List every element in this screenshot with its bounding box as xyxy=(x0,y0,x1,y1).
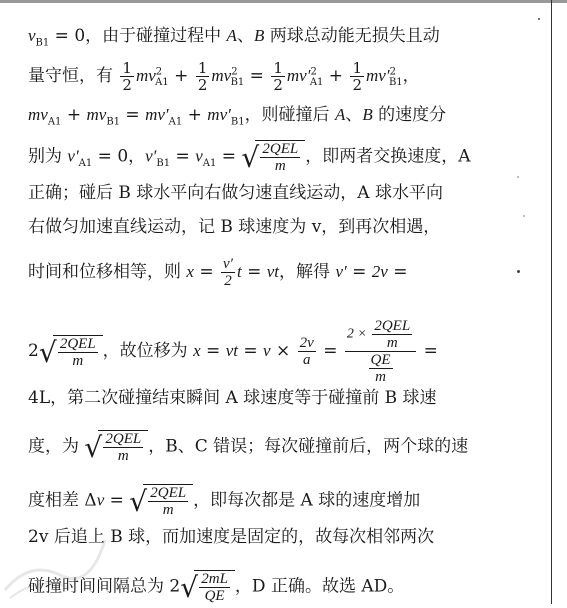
subscript: A1 xyxy=(47,116,62,128)
text-span: ，D 正确。故选 AD。 xyxy=(234,576,405,597)
equals-sign: = xyxy=(193,262,220,282)
text-line-7 xyxy=(28,256,407,289)
text-span: 别为 xyxy=(28,146,68,167)
fraction xyxy=(148,485,188,518)
math-term: mv xyxy=(86,105,107,124)
text-line-5: 正确；碰后 B 球水平向右做匀速直线运动，A 球水平向 xyxy=(28,183,443,203)
numerator: 1 xyxy=(197,59,208,77)
math-a: A xyxy=(226,26,237,45)
numerator: 2QEL xyxy=(59,335,96,352)
math-x: x xyxy=(193,341,201,360)
subscript: A1 xyxy=(202,157,217,169)
text-span: ，B、C 错误；每次碰撞前后，两个球的速 xyxy=(148,436,469,457)
text-span: = 0，由于碰撞过程中 xyxy=(49,26,227,46)
fraction xyxy=(298,335,316,368)
subscript: B1 xyxy=(156,157,171,169)
fraction xyxy=(369,352,393,385)
text-span: 、 xyxy=(236,26,254,46)
numerator: QE xyxy=(370,352,391,368)
numerator: 2v xyxy=(299,335,314,351)
math-term: mv xyxy=(28,105,48,124)
subscript: B1 xyxy=(106,116,121,128)
math-x: x xyxy=(186,262,194,281)
equals-sign: = xyxy=(241,262,267,282)
subscript: A1 xyxy=(155,77,169,89)
numerator: 2QEL xyxy=(150,485,187,501)
denominator: m xyxy=(162,502,174,518)
text-span: ，则碰撞后 xyxy=(244,105,335,125)
equals-sign: = xyxy=(120,105,146,125)
math-b: B xyxy=(253,26,265,45)
text-span: ，解得 xyxy=(279,262,336,282)
math-term: vt xyxy=(266,262,280,281)
equals-sign: = xyxy=(237,341,264,361)
denominator: m xyxy=(72,352,84,369)
text-line-6: 右做匀加速直线运动，记 B 球速度为 v，到再次相遇， xyxy=(28,217,441,237)
text-span: ，即两者交换速度，A xyxy=(305,146,471,167)
subscript: B1 xyxy=(388,77,403,89)
numerator: 2QEL xyxy=(105,431,142,447)
math-v: v xyxy=(263,341,271,360)
equals-sign: = xyxy=(387,262,408,282)
equals-sign: = xyxy=(418,341,438,361)
text-line-8 xyxy=(28,318,438,385)
top-rule xyxy=(0,0,567,3)
math-term: v′ xyxy=(335,262,347,281)
math-term: v xyxy=(195,146,203,166)
math-a: A xyxy=(334,105,346,124)
denominator: 2 xyxy=(224,273,232,289)
denominator: QE xyxy=(204,588,225,604)
fraction-half xyxy=(350,60,364,93)
denominator: m xyxy=(117,448,129,464)
text-line-11 xyxy=(28,484,420,518)
text-line-4 xyxy=(28,140,471,175)
compound-fraction xyxy=(345,318,416,385)
math-term: v′ xyxy=(67,146,79,166)
text-span: 的速度分 xyxy=(372,105,447,125)
times-sign: × xyxy=(270,341,296,361)
denominator: 2 xyxy=(197,76,208,94)
text-line-3 xyxy=(28,104,446,133)
numerator xyxy=(345,318,416,352)
equals-sign: = xyxy=(244,66,270,86)
equals-sign: = xyxy=(170,146,196,167)
subscript: A1 xyxy=(78,157,93,169)
denominator: m xyxy=(274,158,286,174)
math-term: vt xyxy=(225,341,238,360)
fraction xyxy=(199,571,230,604)
scan-speck xyxy=(517,176,519,178)
denominator: 2 xyxy=(273,76,283,94)
plus-sign: + xyxy=(323,66,349,86)
fraction-half xyxy=(271,60,285,93)
numerator: 1 xyxy=(352,59,363,77)
text-line-12: 2v 后追上 B 球，而加速度是固定的，故每次相邻两次 xyxy=(28,527,435,547)
math-term: mv′ xyxy=(145,105,169,124)
denominator: a xyxy=(302,352,311,368)
text-span: 碰撞时间间隔总为 2 xyxy=(28,576,181,597)
square-root: √ $\frac{2mL}{QE}$ xyxy=(180,570,235,604)
equals-sign: = xyxy=(200,341,226,361)
right-margin-rule xyxy=(551,0,552,604)
math-v: v xyxy=(28,26,36,45)
math-v: v xyxy=(96,490,105,510)
math-term: mv′ xyxy=(207,105,231,124)
math-term: mv xyxy=(135,66,156,85)
fraction xyxy=(221,256,235,289)
numerator: 2QEL xyxy=(374,318,411,334)
square-root: √ $\frac{\text{2QEL}}{m}$ xyxy=(39,335,103,369)
text-span: = 0， xyxy=(92,146,146,167)
numerator: v′ xyxy=(223,256,233,272)
math-t: t xyxy=(236,262,242,281)
math-term: mv′ xyxy=(286,66,311,85)
scan-speck xyxy=(523,215,525,217)
math-term: 2v xyxy=(371,262,388,281)
subscript: B1 xyxy=(35,37,50,49)
plus-sign: + xyxy=(182,105,208,125)
denominator: 2 xyxy=(352,76,363,94)
punctuation: ， xyxy=(402,66,420,86)
fraction-half xyxy=(196,60,210,93)
plus-sign: + xyxy=(61,105,87,125)
subscript: B1 xyxy=(230,77,245,89)
plus-sign: + xyxy=(168,66,194,86)
text-span: 度相差 Δ xyxy=(28,490,97,511)
coefficient: 2 xyxy=(28,341,39,361)
math-term: v′ xyxy=(145,146,157,166)
denominator xyxy=(345,352,416,385)
denominator: m xyxy=(386,335,398,351)
numerator: 2mL xyxy=(201,571,228,587)
fraction xyxy=(260,141,300,174)
text-span: 2 × xyxy=(346,326,371,342)
fraction xyxy=(58,336,98,369)
denominator: 2 xyxy=(122,76,132,94)
equals-sign: = xyxy=(216,146,242,167)
subscript: B1 xyxy=(230,116,245,128)
scan-speck xyxy=(517,270,520,273)
text-line-1 xyxy=(28,25,440,54)
square-root: √ $\frac{\text{2QEL}}{m}$ xyxy=(129,484,193,518)
math-term: mv xyxy=(211,66,232,85)
math-b: B xyxy=(362,105,373,124)
text-span: 时间和位移相等，则 xyxy=(28,262,187,282)
numerator: 1 xyxy=(122,59,132,77)
text-span: 量守恒，有 xyxy=(28,66,119,86)
text-span: ，故位移为 xyxy=(102,341,194,361)
text-span: 度，为 xyxy=(28,436,85,457)
watermark-graphic xyxy=(0,520,110,600)
math-term: mv′ xyxy=(366,66,390,85)
text-line-9: 4L，第二次碰撞结束瞬间 A 球速度等于碰撞前 B 球速 xyxy=(28,388,437,408)
fraction-half xyxy=(120,60,134,93)
equals-sign: = xyxy=(346,262,372,282)
text-span: 两球总动能无损失且动 xyxy=(264,26,440,46)
denominator: m xyxy=(375,369,386,385)
numerator: 1 xyxy=(273,59,283,77)
square-root: √ $\frac{\text{2QEL}}{m}$ xyxy=(241,140,305,174)
text-span: 、 xyxy=(345,105,363,125)
scan-speck xyxy=(538,18,540,20)
fraction xyxy=(372,318,412,351)
equals-sign: = xyxy=(104,490,130,511)
square-root: √ $\frac{\text{2QEL}}{m}$ xyxy=(84,430,148,464)
subscript: A1 xyxy=(309,77,324,89)
subscript: A1 xyxy=(168,116,183,128)
text-line-10 xyxy=(28,430,468,464)
text-line-2: 量守恒，有 $\frac{1}{2}$ $mv^2_{A1}$ + $\frac{1}{2}$ $mv^2_{B1}$ = $\frac{1}{2}$ $mv'^2_{A1}$ + $\frac{1}{2}$ $mv'^2_{B1}$， xyxy=(28,59,420,94)
numerator: 2QEL xyxy=(262,141,299,157)
text-span: ，即每次都是 A 球的速度增加 xyxy=(193,490,421,511)
equals-sign: = xyxy=(317,341,343,361)
fraction xyxy=(103,431,143,464)
